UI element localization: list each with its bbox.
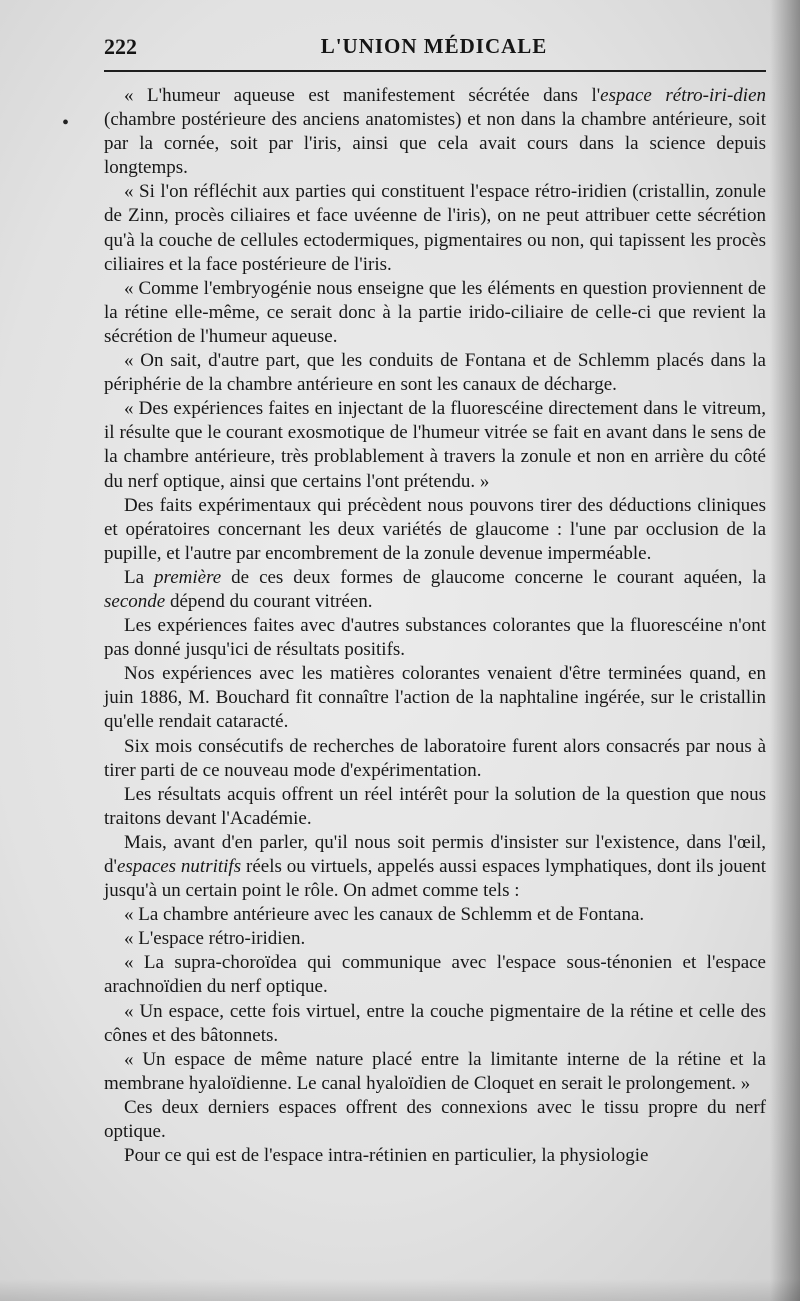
text-segment: dépend du courant vitréen.: [165, 590, 373, 612]
paragraph: [104, 277, 766, 349]
paragraph: [104, 566, 766, 614]
text-segment: « Des expériences faites en injectant de la fluorescéine directement dans le vitreum, il résulte que le courant exosmotique de l'humeur vitrée se fait en avant dans le sens de la chambre antérieure, très problablement à travers la zonule et non en arrière du côté du nerf optique, ainsi que certains l'ont prétendu. »: [104, 398, 766, 492]
text-segment: réels ou virtuels, appelés aussi espaces lymphatiques, dont ils jouent jusqu'à un certain point le rôle. On admet comme tels :: [104, 856, 766, 902]
text-segment: « L'humeur aqueuse est manifestement sécrétée dans l': [124, 85, 601, 106]
text-segment: Les résultats acquis offrent un réel intérêt pour la solution de la question que nous traitons devant l'Académie.: [104, 783, 766, 829]
paragraph: [104, 349, 766, 397]
paragraph: [104, 831, 766, 903]
running-title: L'UNION MÉDICALE: [320, 34, 548, 58]
text-segment: Six mois consécutifs de recherches de laboratoire furent alors consacrés par nous à tirer parti de ce nouveau mode d'expérimentation.: [104, 735, 766, 781]
paragraph: [104, 927, 766, 951]
paragraph: [104, 903, 766, 927]
text-segment: « Si l'on réfléchit aux parties qui constituent l'espace rétro-iridien (cristallin, zonule de Zinn, procès ciliaires et face uvéenne de l'iris), on ne peut attribuer cette sécrétion qu'à la couche de cellules ectodermiques, pigmentaires ou non, qui tapissent les procès ciliaires et la face postérieure de l'iris.: [104, 181, 766, 275]
italic-text: seconde: [104, 590, 166, 612]
page-header: [104, 34, 764, 70]
body-text: [104, 84, 766, 1168]
paragraph: [104, 1048, 766, 1096]
text-segment: « On sait, d'autre part, que les conduits de Fontana et de Schlemm placés dans la périphérie de la chambre antérieure en sont les canaux de décharge.: [104, 350, 766, 396]
paragraph: [104, 662, 766, 734]
paragraph: [104, 1096, 766, 1144]
text-segment: « Un espace, cette fois virtuel, entre la couche pigmentaire de la rétine et celle des cônes et des bâtonnets.: [104, 1000, 766, 1046]
italic-text: première: [154, 566, 222, 588]
text-segment: Les expériences faites avec d'autres substances colorantes que la fluorescéine n'ont pas donné jusqu'ici de résultats positifs.: [104, 615, 766, 661]
text-segment: « L'espace rétro-iridien.: [124, 928, 306, 950]
paragraph: [104, 84, 766, 180]
text-segment: Ces deux derniers espaces offrent des connexions avec le tissu propre du nerf optique.: [104, 1096, 766, 1143]
header-rule: [104, 70, 766, 72]
text-segment: « Comme l'embryogénie nous enseigne que les éléments en question proviennent de la rétine elle-même, ce serait donc à la partie irido-ciliaire de celle-ci que revient la sécrétion de l'humeur aqueuse.: [104, 277, 766, 347]
paragraph: [104, 951, 766, 999]
text-segment: de ces deux formes de glaucome concerne le courant aquéen, la: [221, 566, 766, 588]
text-segment: (chambre postérieure des anciens anatomistes) et non dans la chambre antérieure, soit par la cornée, soit par l'iris, ainsi que cela avait cours dans la science depuis longtemps.: [104, 109, 766, 179]
italic-text: espaces nutritifs: [116, 856, 242, 877]
text-segment: Des faits expérimentaux qui précèdent nous pouvons tirer des déductions cliniques et opératoires concernant les deux variétés de glaucome : l'une par occlusion de la pupille, et l'autre par encombrement de la zonule devenue imperméable.: [104, 494, 766, 564]
paragraph: [104, 1000, 766, 1048]
paragraph: [104, 735, 766, 783]
page-bottom-edge: [0, 1279, 800, 1301]
text-segment: Pour ce qui est de l'espace intra-rétinien en particulier, la physiologie: [124, 1145, 649, 1167]
paragraph: [104, 614, 766, 662]
text-segment: « La chambre antérieure avec les canaux de Schlemm et de Fontana.: [124, 904, 645, 926]
paragraph: [104, 783, 766, 831]
page-edge-shadow: [770, 0, 800, 1301]
margin-bullet: •: [62, 112, 70, 134]
paragraph: [104, 397, 766, 493]
paragraph: [104, 180, 766, 276]
text-segment: « La supra-choroïdea qui communique avec l'espace sous-ténonien et l'espace arachnoïdien du nerf optique.: [104, 952, 766, 998]
text-segment: Nos expériences avec les matières colorantes venaient d'être terminées quand, en juin 1886, M. Bouchard fit connaître l'action de la naphtaline ingérée, sur le cristallin qu'elle rendait cataracté.: [104, 663, 766, 733]
italic-text: espace rétro-iri-dien: [600, 85, 766, 106]
paragraph: [104, 494, 766, 566]
text-segment: « Un espace de même nature placé entre la limitante interne de la rétine et la membrane hyaloïdienne. Le canal hyaloïdien de Cloquet en serait le prolongement. »: [104, 1048, 766, 1094]
text-segment: La: [124, 566, 155, 588]
paragraph: [104, 1144, 766, 1168]
page-number: 222: [104, 34, 137, 59]
text-segment: Mais, avant d'en parler, qu'il nous soit permis d'insister sur l'existence, dans l'œil, d': [104, 831, 766, 877]
